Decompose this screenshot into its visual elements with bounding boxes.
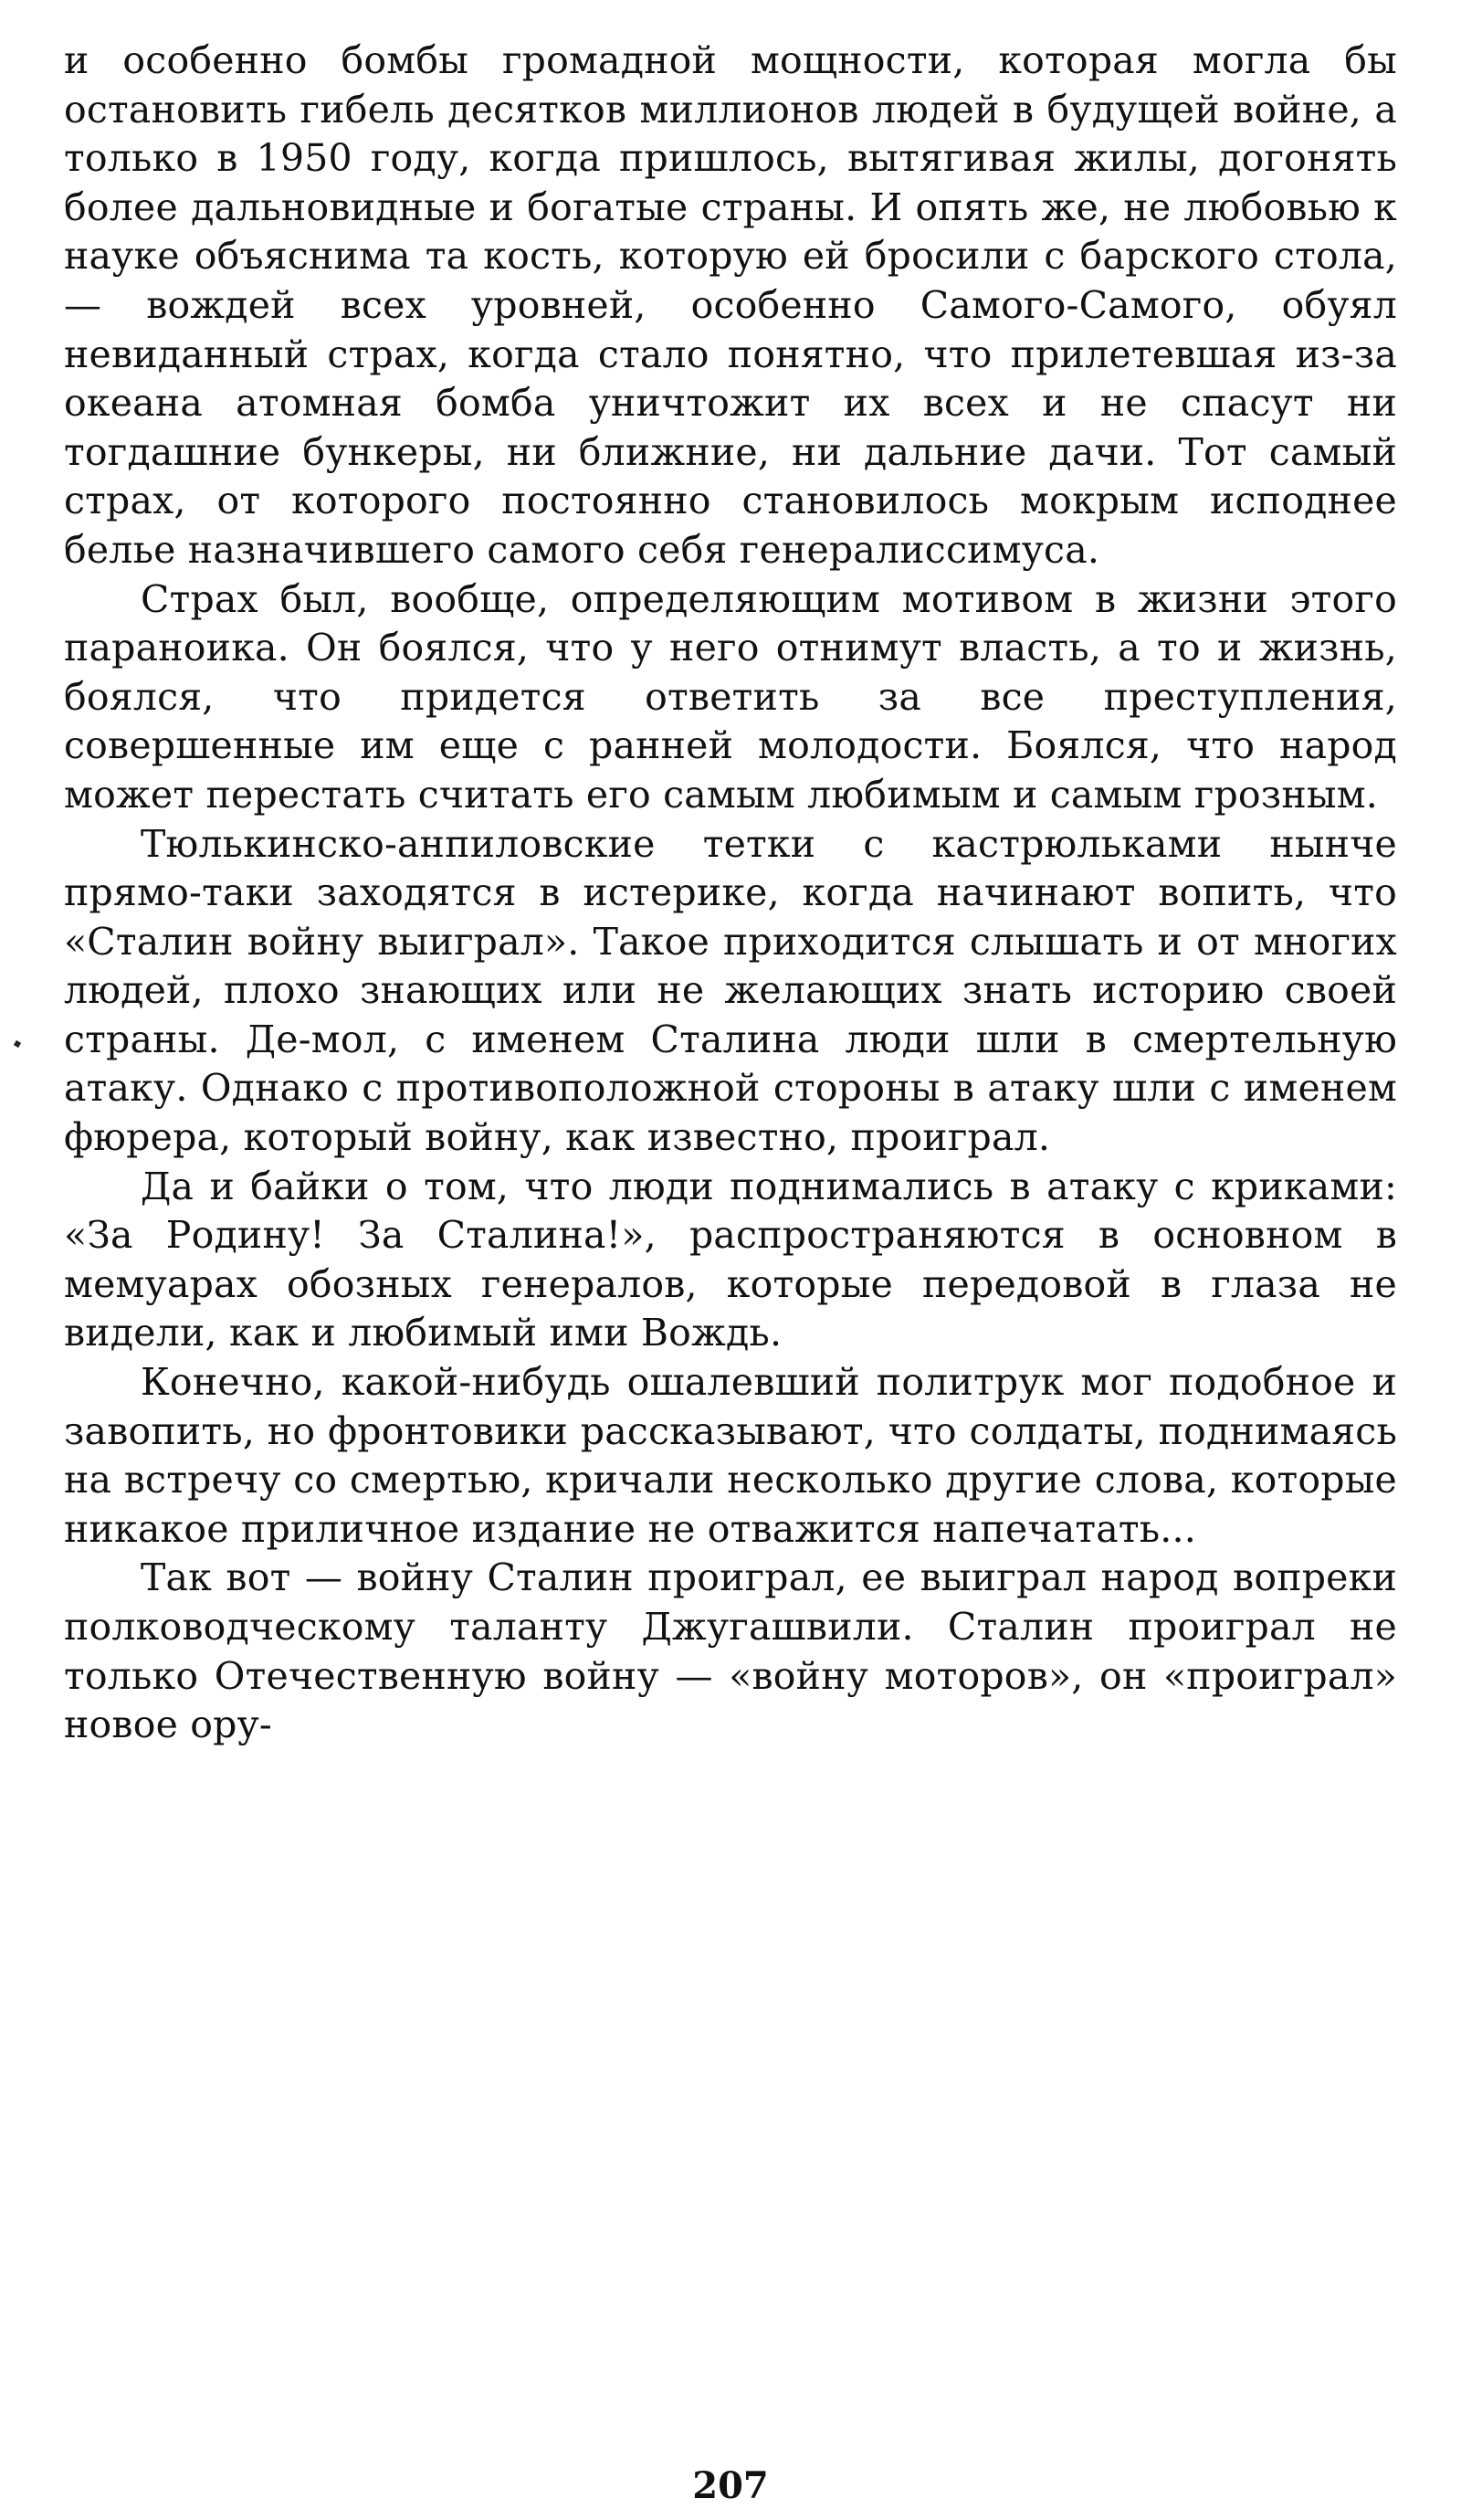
page-text-body (64, 37, 1397, 2484)
paragraph-4: Да и байки о том, что люди поднимались в атаку с криками: «За Родину! За Сталина!», распространяются в основном в мемуарах обозных генералов, которые передовой в глаза не видели, как и любимый ими Вождь. (64, 1164, 1397, 1355)
margin-speck (14, 1040, 21, 1048)
paragraph-6: Так вот — войну Сталин проиграл, ее выиграл народ вопреки полководческому таланту Джугашвили. Сталин проиграл не только Отечественную войну — «войну моторов», он «проиграл» новое ору- (64, 1555, 1397, 1747)
paragraph-1: и особенно бомбы громадной мощности, которая могла бы остановить гибель десятков миллионов людей в будущей войне, а только в 1950 году, когда пришлось, вытягивая жилы, догонять более дальновидные и богатые страны. И опять же, не любовью к науке объяснима та кость, которую ей бросили с барского стола,— вождей всех уровней, особенно Самого-Самого, обуял невиданный страх, когда стало понятно, что прилетевшая из-за океана атомная бомба уничтожит их всех и не спасут ни тогдашние бункеры, ни ближние, ни дальние дачи. Тот самый страх, от которого постоянно становилось мокрым исподнее белье назначившего самого себя генералиссимуса. (64, 38, 1397, 572)
page-number: 207 (692, 2464, 769, 2507)
paragraph-2: Страх был, вообще, определяющим мотивом в жизни этого параноика. Он боялся, что у него отнимут власть, а то и жизнь, боялся, что придется ответить за все преступления, совершенные им еще с ранней молодости. Боялся, что народ может перестать считать его самым любимым и самым грозным. (64, 576, 1397, 817)
paragraph-5: Конечно, какой-нибудь ошалевший политрук мог подобное и завопить, но фронтовики рассказывают, что солдаты, поднимаясь на встречу со смертью, кричали несколько другие слова, которые никакое приличное издание не отважится напечатать... (64, 1360, 1397, 1551)
paragraph-3: Тюлькинско-анпиловские тетки с кастрюльками нынче прямо-таки заходятся в истерике, когда начинают вопить, что «Сталин войну выиграл». Такое приходится слышать и от многих людей, плохо знающих или не желающих знать историю своей страны. Де-мол, с именем Сталина люди шли в смертельную атаку. Однако с противоположной стороны в атаку шли с именем фюрера, который войну, как известно, проиграл. (64, 821, 1397, 1160)
